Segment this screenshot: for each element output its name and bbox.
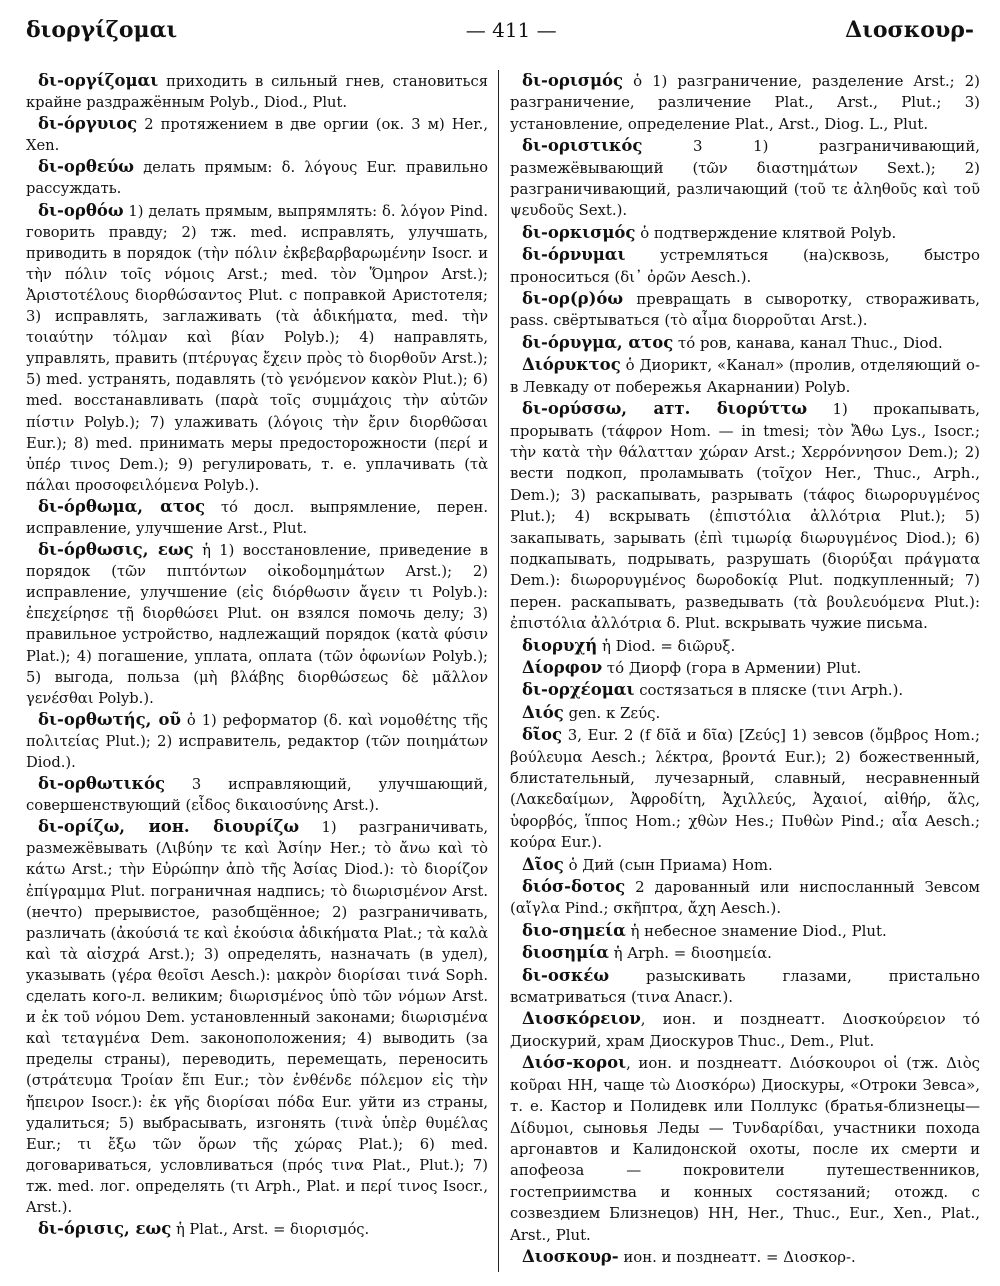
entry-definition: ἡ Diod. = διῶρυξ. [597, 636, 736, 655]
dictionary-entry [510, 354, 980, 398]
dictionary-entry [510, 942, 980, 964]
dictionary-entry [26, 773, 488, 816]
dictionary-entry [510, 724, 980, 853]
entry-headword: διοσημία [522, 943, 609, 963]
entry-definition: 1) прокапывать, прорывать (τάφρον Hom. — in tmesi; τὸν Ἄθω Lys., Isocr.; τὴν κατὰ τὴν θάλατταν χώραν Arst.; Χερρόννησον Dem.); 2) вести подкоп, проламывать (τοῖχον Her., Thuc., Arph., Dem.); 3) раскапывать, разрывать (τάφος διωρορυγμένος Plut.); 4) вскрывать (ἐπιστόλια ἀλλότρια Plut.); 5) закапывать, зарывать (ἐπὶ τιμωρίᾳ διωρυγμένος Diod.); 6) подкапывать, подрывать, разрушать (διορύξαι πράγματα Dem.): διωρορυγμένος δωροδοκίᾳ Plut. подкупленный; 7) перен. раскапывать, разведывать (τὰ βουλευόμενα Plut.): ἐπιστόλια ἀλλότρια δ. Plut. вскрывать чужие письма. [510, 400, 980, 633]
entry-headword: Διός [522, 702, 564, 722]
entry-headword: δι-ορθεύω [38, 157, 135, 177]
entry-definition: , ион. и позднеатт. Διοσκούρειον τό Диоскурий, храм Диоскуров Thuc., Dem., Plut. [510, 1010, 980, 1050]
entry-definition: τό досл. выпрямление, перен. исправление, улучшение Arst., Plut. [26, 498, 488, 537]
entry-definition: ἡ небесное знамение Diod., Plut. [625, 921, 887, 940]
entry-headword: δι-ορθωτικός [38, 774, 166, 794]
running-head-left: διοργίζομαι [26, 17, 178, 43]
entry-definition: приходить в сильный гнев, становиться крайне раздражённым Polyb., Diod., Plut. [26, 73, 488, 112]
entry-headword: Διοσκουρ- [522, 1246, 619, 1266]
entry-definition: , ион. и позднеатт. Διόσκουροι οἱ (тж. Διὸς κοῦραι HH, чаще τὼ Διοσκόρω) Диоскуры, «Отроки Зевса», т. е. Кастор и Полидевк или Поллукс (братья-близнецы—Δίδυμοι, сыновья Леды — Τυνδαρίδαι, участники похода аргонавтов и Калидонской охоты, после их смерти и апофеоза — покровители путешественников, гостеприимства и конных состязаний; отожд. с созвездием Близнецов) HH, Her., Thuc., Eur., Xen., Plat., Arst., Plut. [510, 1054, 980, 1244]
dictionary-entry [510, 635, 980, 657]
dictionary-entry [510, 332, 980, 354]
dictionary-entry [510, 679, 980, 701]
dictionary-entry [26, 709, 488, 773]
entry-headword: δι-ορθόω [38, 200, 124, 220]
entry-headword: δι-ορίζω, ион. διουρίζω [38, 817, 300, 837]
running-head-right: Διοσκουρ- [845, 17, 974, 43]
dictionary-entry [510, 1008, 980, 1052]
entry-definition: 1) разграничивать, размежёвывать (Λιβύην τε καὶ Ἀσίην Her.; τὸ ἄνω καὶ τὸ κάτω Arst.; τὴν Εὐρώπην ἀπὸ τῆς Ἀσίας Diod.): τὸ διορίζον ἐπίγραμμα Plut. пограничная надпись; τὸ διωρισμένον Arst. (нечто) прерывистое, разобщённое; 2) разграничивать, различать (ἀκούσιά τε καὶ ἑκούσια ἀδικήματα Plat.; τὰ καλὰ καὶ τὰ αἰσχρά Arst.); 3) определять, назначать (в удел), указывать (γέρα θεοῖσι Aesch.): μακρὸν διορίσαι τινά Soph. сделать кого-л. великим; διωρισμένος ὑπὸ τῶν νόμων Arst. и ἐκ τοῦ νόμου Dem. установленный законами; διωρισμένα καὶ τεταγμένα Dem. законоположения; 4) выводить (за пределы страны), переводить, перемещать, переносить (στράτευμα Τροίαν ἔπι Eur.; τὸν ἐνθένδε πόλεμον εἰς τὴν ἤπειρον Isocr.): ἐκ γῆς διορίσαι πόδα Eur. уйти из страны, удалиться; 5) выбрасывать, изгонять (τινὰ ὑπὲρ θυμέλας Eur.; τι ἔξω τῶν ὅρων τῆς χώρας Plat.); 6) med. договариваться, условливаться (πρός τινα Plat., Plut.); 7) тж. med. лог. определять (τι Arph., Plat. и περί τινος Isocr., Arst.). [26, 819, 488, 1216]
entry-headword: διο-σημεία [522, 920, 626, 940]
dictionary-entry [26, 113, 488, 156]
entry-definition: 2 протяжением в две оргии (ок. 3 м) Her., Xen. [26, 116, 488, 155]
entry-headword: Δῖος [522, 854, 564, 874]
entry-headword: Δίορφον [522, 657, 603, 677]
entry-headword: δι-όρθωμα, ατος [38, 496, 205, 516]
column-divider [498, 70, 499, 1272]
entry-definition: ὁ Дий (сын Приама) Hom. [563, 855, 773, 874]
entry-definition: ион. и позднеатт. = Διοσκορ-. [618, 1247, 856, 1266]
entry-headword: διόσ-δοτος [522, 877, 626, 897]
entry-headword: δι-ορ(ρ)όω [522, 289, 624, 309]
entry-headword: δι-ορύσσω, атт. διορύττω [522, 399, 808, 419]
entry-definition: ἡ 1) восстановление, приведение в порядок (τῶν πιπτόντων οἰκοδομημάτων Arst.); 2) исправление, улучшение (εἰς διόρθωσιν ἄγειν τι Polyb.): ἐπεχείρησε τῇ διορθώσει Plut. он взялся помочь делу; 3) правильное устройство, надлежащий порядок (κατὰ φύσιν Plat.); 4) погашение, уплата, оплата (τῶν ὀφωνίων Polyb.); 5) выгода, польза (μὴ βλάβης διορθώσεως δὲ μᾶλλον γενέσθαι Polyb.). [26, 542, 488, 707]
entry-definition: состязаться в пляске (τινι Arph.). [634, 681, 904, 700]
entry-definition: ὁ 1) разграничение, разделение Arst.; 2) разграничение, различение Plat., Arst., Plut.; 3) установление, определение Plat., Arst., Diog. L., Plut. [510, 72, 980, 133]
entry-headword: δι-οργίζομαι [38, 71, 159, 90]
entry-definition: разыскивать глазами, пристально всматриваться (τινα Anacr.). [510, 966, 980, 1007]
entry-definition: 3 1) разграничивающий, размежёвывающий (τῶν διαστημάτων Sext.); 2) разграничивающий, различающий (τοῦ τε ἀληθοῦς καὶ τοῦ ψευδοῦς Sext.). [510, 137, 980, 220]
entry-definition: 3 исправляющий, улучшающий, совершенствующий (εἶδος δικαιοσύνης Arst.). [26, 776, 488, 815]
entry-headword: δι-όρισις, εως [38, 1219, 172, 1239]
entry-headword: Διόσ-κοροι [522, 1053, 627, 1073]
entry-definition: τό Диорф (гора в Армении) Plut. [602, 658, 862, 677]
entry-headword: δι-οσκέω [522, 965, 610, 985]
entry-headword: δῖος [522, 725, 563, 745]
dictionary-entry [510, 398, 980, 634]
dictionary-entry [510, 854, 980, 876]
dictionary-entry [26, 156, 488, 199]
entry-headword: δι-ορχέομαι [522, 680, 635, 700]
page-header [26, 10, 974, 50]
page-number: — 411 — [465, 18, 557, 42]
entry-headword: δι-οριστικός [522, 136, 643, 156]
dictionary-entry [510, 965, 980, 1009]
entry-definition: делать прямым: δ. λόγους Eur. правильно рассуждать. [26, 159, 488, 198]
left-column [26, 70, 488, 1240]
right-column [510, 70, 980, 1268]
entry-headword: δι-όρθωσις, εως [38, 540, 194, 560]
dictionary-entry [26, 496, 488, 539]
entry-headword: δι-ορισμός [522, 71, 624, 90]
entry-definition: 2 дарованный или ниспосланный Зевсом (αἴγλα Pind.; σκῆπτρα, ἄχη Aesch.). [510, 878, 980, 918]
dictionary-entry [26, 539, 488, 709]
entry-headword: δι-όρυγμα, ατος [522, 332, 674, 352]
dictionary-entry [510, 702, 980, 724]
dictionary-entry [510, 876, 980, 920]
dictionary-entry [26, 200, 488, 496]
entry-definition: τό ров, канава, канал Thuc., Diod. [673, 333, 943, 352]
dictionary-entry [510, 1246, 980, 1268]
entry-definition: ἡ Arph. = διοσημεία. [608, 944, 772, 963]
entry-definition: 3, Eur. 2 (f δῖᾰ и δῖα) [Ζεύς] 1) зевсов (ὄμβρος Hom.; βούλευμα Aesch.; λέκτρα, βροντά Eur.); 2) божественный, блистательный, лучезарный, славный, несравненный (Λακεδαίμων, Ἀφροδίτη, Ἀχιλλεύς, Ἀχαιοί, αἰθήρ, ἅλς, ὑφορβός, ἵππος Hom.; χθὼν Hes.; Πυθὼν Pind.; αἶα Aesch.; κούρα Eur.). [510, 726, 980, 852]
entry-headword: διορυχή [522, 635, 598, 655]
dictionary-entry [510, 657, 980, 679]
entry-headword: Διόρυκτος [522, 355, 621, 375]
entry-headword: δι-όρνυμαι [522, 245, 626, 265]
entry-definition: устремляться (на)сквозь, быстро проноситься (δι᾽ ὀρῶν Aesch.). [510, 246, 980, 286]
entry-definition: превращать в сыворотку, створаживать, pass. свёртываться (τὸ αἷμα διορροῦται Arst.). [510, 290, 980, 330]
dictionary-entry [510, 288, 980, 332]
dictionary-entry [510, 135, 980, 222]
dictionary-entry [510, 1052, 980, 1246]
dictionary-entry [26, 816, 488, 1218]
dictionary-entry [26, 70, 488, 113]
entry-definition: ὁ Диорикт, «Канал» (пролив, отделяющий о-в Левкаду от побережья Акарнании) Polyb. [510, 356, 980, 396]
entry-headword: δι-ορθωτής, οῦ [38, 709, 181, 729]
entry-headword: δι-ορκισμός [522, 222, 636, 242]
dictionary-entry [510, 244, 980, 288]
entry-definition: ὁ подтверждение клятвой Polyb. [635, 223, 897, 242]
dictionary-entry [510, 920, 980, 942]
dictionary-entry [510, 222, 980, 244]
entry-headword: δι-όργυιος [38, 114, 138, 134]
entry-definition: 1) делать прямым, выпрямлять: δ. λόγον Pind. говорить правду; 2) тж. med. исправлять, улучшать, приводить в порядок (τὴν πόλιν ἐκβεβαρβαρωμένην Isocr. и τὴν πόλιν τοῖς νόμοις Arst.; med. τὸν Ὅμηρον Arst.); Ἀριστοτέλους διορθώσαντος Plut. с поправкой Аристотеля; 3) исправлять, заглаживать (τὰ ἀδικήματα, med. τὴν τοιαύτην τόλμαν καὶ βίαν Polyb.); 4) направлять, управлять, править (πτέρυγας ἔχειν πρὸς τὸ διορθοῦν Arst.); 5) med. устранять, подавлять (τὸ γενόμενον κακὸν Plut.); 6) med. восстанавливать (παρὰ τοῖς συμμάχοις τὴν αὑτῶν πίστιν Polyb.); 7) улаживать (λόγοις τὴν ἔριν διορθῶσαι Eur.); 8) med. принимать меры предосторожности (περί и ὑπέρ τινος Dem.); 9) регулировать, т. е. уплачивать (τὰ πάλαι προσοφειλόμενα Polyb.). [26, 202, 488, 494]
dictionary-entry [510, 70, 980, 135]
entry-definition: gen. к Ζεύς. [563, 703, 661, 722]
entry-definition: ἡ Plat., Arst. = διορισμός. [171, 1221, 370, 1239]
entry-headword: Διοσκόρειον [522, 1009, 641, 1029]
dictionary-entry [26, 1218, 488, 1240]
entry-definition: ὁ 1) реформатор (δ. καὶ νομοθέτης τῆς πολιτείας Plut.); 2) исправитель, редактор (τῶν ποιημάτων Diod.). [26, 711, 488, 771]
